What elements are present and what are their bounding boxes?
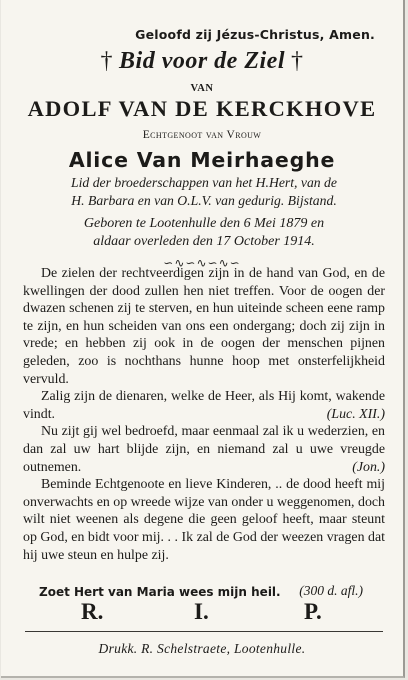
rip-letter: R. xyxy=(81,599,104,624)
membership-text xyxy=(23,174,385,210)
scripture-reference: (Luc. XII.) xyxy=(326,406,385,422)
membership-line: H. Barbara en van O.L.V. van gedurig. Bijstand. xyxy=(71,193,337,208)
birth-death-line: aldaar overleden den 17 October 1914. xyxy=(93,234,315,249)
divider-rule xyxy=(25,631,383,632)
birth-death-text xyxy=(23,215,385,251)
paragraph: De zielen der rechtveerdigen zijn in de hand van God, en de kwellingen der dood zullen hen niet treffen. Voor de oogen der dwazen schenen zij te sterven, en hun uiteinde scheen eene ramp te zijn, en hun scheiden van ons een ondergang; doch zij zijn in vrede; en hebben zij ook in de oogen der menschen pijnen geleden, zoo is nochthans hunne hoop met onsterfelijkheid vervuld. xyxy=(23,266,385,387)
birth-death-line: Geboren te Lootenhulle den 6 Mei 1879 en xyxy=(83,216,325,231)
spouse-name: Alice Van Meirhaeghe xyxy=(68,148,336,172)
printer-credit: Drukk. R. Schelstraete, Lootenhulle. xyxy=(98,641,306,656)
header-invocation: Geloofd zij Jézus-Christus, Amen. xyxy=(135,27,375,42)
title-text: Bid voor de Ziel xyxy=(119,48,285,74)
rip-letter: I. xyxy=(194,599,209,624)
paragraph: Zalig zijn de dienaren, welke de Heer, als Hij komt, wakende vindt. (Luc. XII.) xyxy=(23,389,385,422)
indulgence-prayer: Zoet Hert van Maria wees mijn heil. xyxy=(39,585,281,599)
memorial-card xyxy=(1,0,405,678)
membership-line: Lid der broederschappen van het H.Hert, van de xyxy=(71,175,337,190)
indulgence-days: (300 d. afl.) xyxy=(299,583,363,598)
van-label: VAN xyxy=(190,83,214,94)
title-line xyxy=(1,48,403,75)
scripture-reference: (Jon.) xyxy=(352,459,385,475)
rip-letter: P. xyxy=(304,599,322,624)
paragraph: Nu zijt gij wel bedroefd, maar eenmaal zal ik u wederzien, en dan zal uw hart blijde zijn, en niemand zal u uwe vreugde outnemen. (Jon.) xyxy=(23,424,385,475)
ornament-divider: ∽∿∽∿∽∿∽ xyxy=(163,256,241,270)
paragraph: Beminde Echtgenoote en lieve Kinderen, .. de dood heeft mij onverwachts en op wreede wijze van onder u weggenomen, doch wilt niet weenen als degene die geen geloof heeft, maar steunt op God, en bidt voor mij. . . Ik zal de God der weezen vragen dat hij uwe steun en hulpe zij. xyxy=(23,477,385,563)
deceased-name: ADOLF VAN DE KERCKHOVE xyxy=(27,96,377,121)
cross-left-icon: † xyxy=(100,48,114,74)
body-text xyxy=(23,265,385,564)
spouse-intro: Echtgenoot van Vrouw xyxy=(142,129,262,141)
cross-right-icon: † xyxy=(290,48,304,74)
